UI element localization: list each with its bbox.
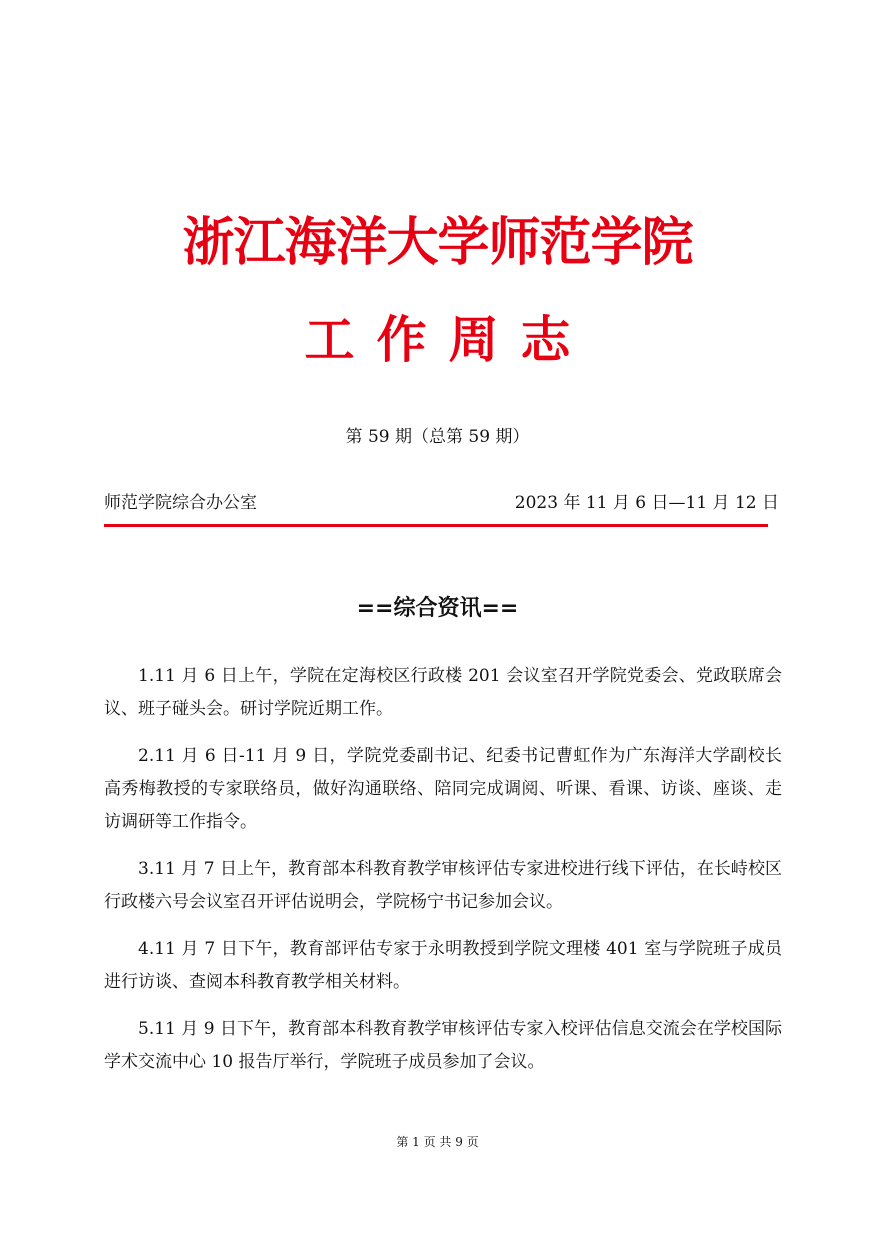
list-item: 4.11 月 7 日下午，教育部评估专家于永明教授到学院文理楼 401 室与学院班子成员进行访谈、查阅本科教育教学相关材料。	[104, 939, 782, 992]
news-list	[104, 660, 782, 1093]
list-item: 2.11 月 6 日-11 月 9 日，学院党委副书记、纪委书记曹虹作为广东海洋大学副校长高秀梅教授的专家联络员，做好沟通联络、陪同完成调阅、听课、看课、访谈、座谈、走访调研等工作指令。	[104, 746, 782, 832]
list-item: 1.11 月 6 日上午，学院在定海校区行政楼 201 会议室召开学院党委会、党政联席会议、班子碰头会。研讨学院近期工作。	[104, 666, 782, 719]
org-title: 浙江海洋大学师范学院	[182, 212, 693, 273]
issue-number: 第 59 期（总第 59 期）	[345, 427, 530, 447]
section-heading: ==综合资讯==	[356, 596, 519, 621]
publication-title: 工作周志	[304, 311, 593, 369]
page-footer: 第 1 页 共 9 页	[396, 1135, 479, 1149]
list-item: 3.11 月 7 日上午，教育部本科教育教学审核评估专家进校进行线下评估，在长峙校区行政楼六号会议室召开评估说明会，学院杨宁书记参加会议。	[104, 859, 782, 912]
list-item: 5.11 月 9 日下午，教育部本科教育教学审核评估专家入校评估信息交流会在学校国际学术交流中心 10 报告厅举行，学院班子成员参加了会议。	[104, 1019, 782, 1072]
header-divider	[104, 524, 768, 527]
date-range: 2023 年 11 月 6 日—11 月 12 日	[514, 493, 779, 513]
issuing-office: 师范学院综合办公室	[104, 493, 257, 513]
